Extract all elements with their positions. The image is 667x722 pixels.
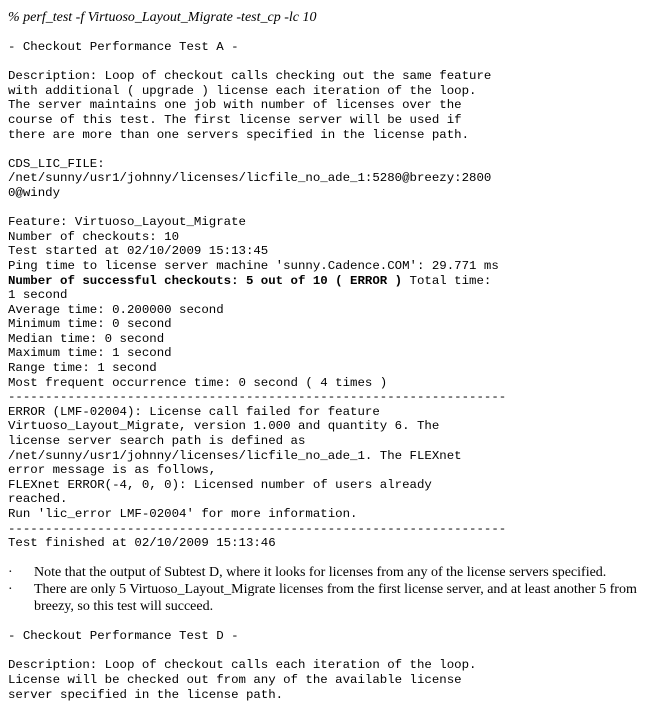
command-line: % perf_test -f Virtuoso_Layout_Migrate -test_cp -lc 10 <box>8 10 317 25</box>
error-line: error message is as follows, <box>8 463 217 478</box>
test-d-heading: - Checkout Performance Test D - <box>8 629 239 644</box>
stat-line: Average time: 0.200000 second <box>8 302 224 317</box>
feature-line: Feature: Virtuoso_Layout_Migrate <box>8 215 246 230</box>
cds-lic-file-path: /net/sunny/usr1/johnny/licenses/licfile_no_ade_1:5280@breezy:2800 <box>8 171 492 186</box>
error-message <box>8 405 659 522</box>
test-a-heading: - Checkout Performance Test A - <box>8 40 239 54</box>
error-line: license server search path is defined as <box>8 434 306 449</box>
cds-lic-file-label: CDS_LIC_FILE: <box>8 156 105 171</box>
checkout-count: Number of checkouts: 10 <box>8 229 180 244</box>
description-line: there are more than one servers specified in the license path. <box>8 127 470 142</box>
list-item <box>8 582 659 615</box>
description-line: License will be checked out from any of the available license <box>8 673 462 688</box>
note-text: There are only 5 Virtuoso_Layout_Migrate licenses from the first license server, and at least another 5 from breezy, so this test will succeed. <box>34 582 637 614</box>
spacer <box>8 644 659 659</box>
stat-line: Maximum time: 1 second <box>8 346 172 361</box>
stat-line: Minimum time: 0 second <box>8 317 172 332</box>
description-line: course of this test. The first license server will be used if <box>8 112 462 127</box>
error-line: Virtuoso_Layout_Migrate, version 1.000 and quantity 6. The <box>8 419 440 434</box>
stat-line: Most frequent occurrence time: 0 second ( 4 times ) <box>8 375 388 390</box>
test-started: Test started at 02/10/2009 15:13:45 <box>8 244 269 259</box>
description-line: server specified in the license path. <box>8 687 284 702</box>
bullet-icon: · <box>8 564 13 580</box>
error-line: /net/sunny/usr1/johnny/licenses/licfile_no_ade_1. The FLEXnet <box>8 448 462 463</box>
test-a-block <box>8 40 659 551</box>
notes-list <box>8 565 659 616</box>
description-line: Description: Loop of checkout calls each iteration of the loop. <box>8 658 477 673</box>
ping-time: Ping time to license server machine 'sunny.Cadence.COM': 29.771 ms <box>8 258 499 273</box>
spacer <box>8 55 659 70</box>
error-line: Run 'lic_error LMF-02004' for more information. <box>8 507 358 521</box>
test-finished: Test finished at 02/10/2009 15:13:46 <box>8 536 276 551</box>
description-line: The server maintains one job with number of licenses over the <box>8 98 462 113</box>
cds-lic-file-path-continued: 0@windy <box>8 185 61 200</box>
spacer <box>8 201 659 216</box>
error-line: ERROR (LMF-02004): License call failed for feature <box>8 404 380 419</box>
total-time-label: Total time: <box>402 273 492 288</box>
success-count: Number of successful checkouts: 5 out of 10 ( ERROR ) <box>8 273 403 288</box>
note-text: Note that the output of Subtest D, where it looks for licenses from any of the license servers specified. <box>34 564 607 580</box>
description-line: with additional ( upgrade ) license each iteration of the loop. <box>8 83 477 98</box>
bullet-icon: · <box>8 582 13 598</box>
list-item <box>8 565 659 582</box>
error-line: FLEXnet ERROR(-4, 0, 0): Licensed number of users already <box>8 477 432 492</box>
description-line: Description: Loop of checkout calls checking out the same feature <box>8 69 492 84</box>
test-a-description <box>8 69 659 142</box>
stat-line: Range time: 1 second <box>8 361 157 376</box>
stat-line: Median time: 0 second <box>8 331 165 346</box>
timing-stats <box>8 303 659 391</box>
test-d-block <box>8 629 659 702</box>
success-summary <box>8 274 659 289</box>
error-line: reached. <box>8 492 68 507</box>
separator-line: ------------------------------------------------------------------- <box>8 521 507 536</box>
spacer <box>8 142 659 157</box>
total-time-value: 1 second <box>8 288 68 303</box>
separator-line: ------------------------------------------------------------------- <box>8 390 507 405</box>
